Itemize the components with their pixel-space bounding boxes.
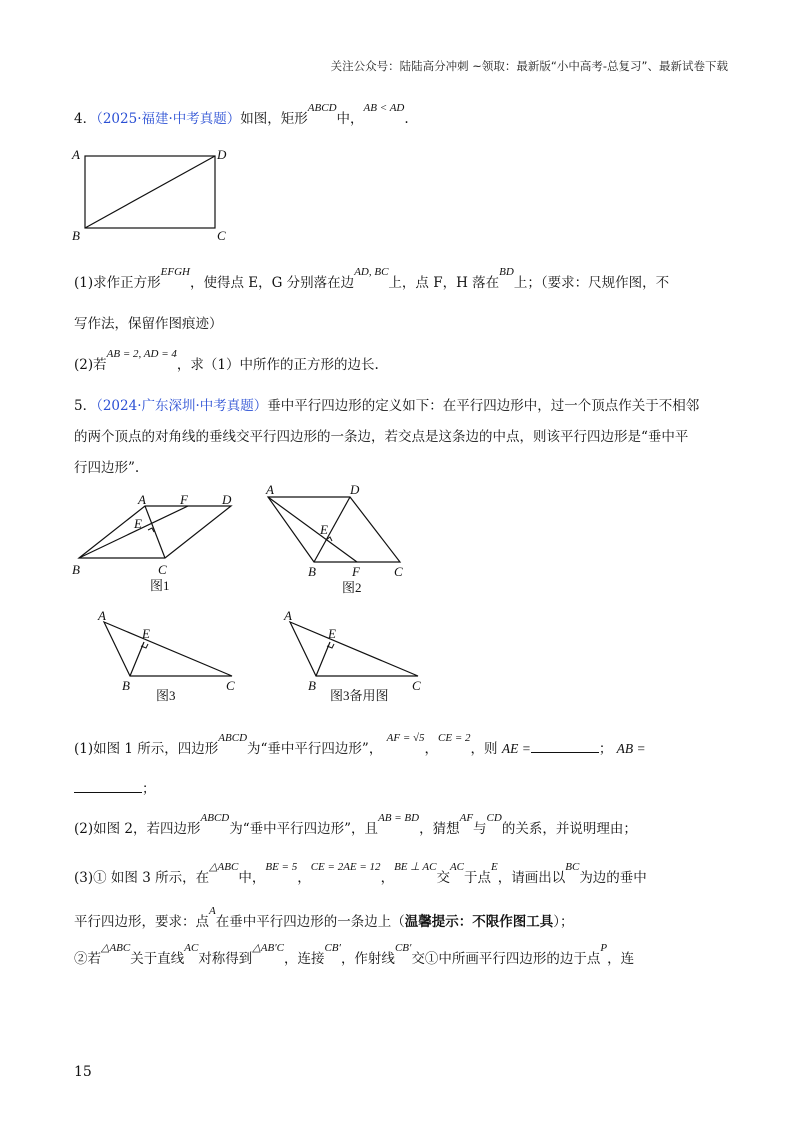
page-header: 关注公众号：陆陆高分冲刺 ~领取：最新版“小中高考-总复习”、最新试卷下载 xyxy=(330,59,728,73)
figure-2 xyxy=(262,482,422,597)
svg-text:A: A xyxy=(284,608,292,623)
svg-text:F: F xyxy=(180,492,188,507)
svg-text:B: B xyxy=(308,564,316,579)
q5-part4: ②若$^{\triangle ABC}$关于直线$^{AC}$对称得到$^{\triangle AB'C}$，连接$^{CB'}$，作射线$^{CB'}$交①中所画平行四边形的边于点$^P$，连 xyxy=(74,942,635,967)
svg-text:B: B xyxy=(122,678,130,693)
svg-text:C: C xyxy=(394,564,403,579)
q4-part1-cont: 写作法，保留作图痕迹） xyxy=(74,316,223,332)
q4-rectangle-figure xyxy=(66,142,246,247)
figure-3-backup xyxy=(278,604,438,704)
q5-source: （2024·广东深圳·中考真题） xyxy=(96,398,268,414)
q4-stem: 4．（2025·福建·中考真题）如图，矩形$^{ABCD}$中，$^{AB < AD}$. xyxy=(74,102,409,127)
svg-text:图3备用图: 图3备用图 xyxy=(330,688,389,703)
q5-part3-cont: 平行四边形，要求：点$^A$在垂中平行四边形的一条边上（温馨提示：不限作图工具）； xyxy=(74,905,574,930)
svg-text:F: F xyxy=(352,564,360,579)
svg-text:E: E xyxy=(134,516,142,531)
q5-part1-cont: ； xyxy=(74,778,156,798)
svg-text:图3: 图3 xyxy=(156,688,176,703)
page-number: 15 xyxy=(74,1064,92,1080)
q5-def-line2: 的两个顶点的对角线的垂线交平行四边形的一条边，若交点是这条边的中点，则该平行四边形是“垂中平 xyxy=(74,429,689,445)
q4-source: （2025·福建·中考真题） xyxy=(96,111,241,127)
svg-text:图1: 图1 xyxy=(150,578,170,593)
label-C: C xyxy=(217,228,226,243)
svg-text:C: C xyxy=(412,678,421,693)
q5-stem: 5．（2024·广东深圳·中考真题）垂中平行四边形的定义如下：在平行四边形中，过一个顶点作关于不相邻 xyxy=(74,398,700,414)
svg-text:D: D xyxy=(350,482,360,497)
q4-part2: (2)若$^{AB = 2, AD = 4}$，求（1）中所作的正方形的边长. xyxy=(74,348,379,373)
figure-1 xyxy=(66,490,246,595)
svg-text:E: E xyxy=(142,626,150,641)
q4-part1: (1)求作正方形$^{EFGH}$，使得点 E，G 分别落在边$^{AD, BC}$上，点 F，H 落在$^{BD}$上；（要求：尺规作图，不 xyxy=(74,266,670,291)
q5-part3: (3)① 如图 3 所示，在$^{\triangle ABC}$中，$^{BE = 5}$，$^{CE = 2AE = 12}$，$^{BE \perp AC}$交$^{AC}$于点$^E$，请画出以$^{BC}$为边的垂中 xyxy=(74,861,647,886)
svg-text:A: A xyxy=(266,482,274,497)
svg-text:D: D xyxy=(222,492,232,507)
figure-3 xyxy=(92,604,242,704)
svg-text:图2: 图2 xyxy=(342,580,362,595)
svg-text:C: C xyxy=(158,562,167,577)
q5-def-line3: 行四边形”. xyxy=(74,460,140,476)
svg-text:B: B xyxy=(308,678,316,693)
label-D: D xyxy=(217,147,227,162)
svg-text:A: A xyxy=(138,492,146,507)
q5-part2: (2)如图 2，若四边形$^{ABCD}$为“垂中平行四边形”，且$^{AB = BD}$，猜想$^{AF}$与$^{CD}$的关系，并说明理由； xyxy=(74,812,637,837)
svg-text:E: E xyxy=(320,522,328,537)
q5-part1: (1)如图 1 所示，四边形$^{ABCD}$为“垂中平行四边形”， $^{AF = √5}$，$^{CE = 2}$，则 AE = ； AB = xyxy=(74,732,646,757)
svg-text:C: C xyxy=(226,678,235,693)
answer-blank-ae[interactable] xyxy=(531,738,599,753)
svg-text:B: B xyxy=(72,562,80,577)
label-A: A xyxy=(72,147,80,162)
label-B: B xyxy=(72,228,80,243)
answer-blank-ab[interactable] xyxy=(74,778,142,793)
svg-text:E: E xyxy=(328,626,336,641)
svg-text:A: A xyxy=(98,608,106,623)
